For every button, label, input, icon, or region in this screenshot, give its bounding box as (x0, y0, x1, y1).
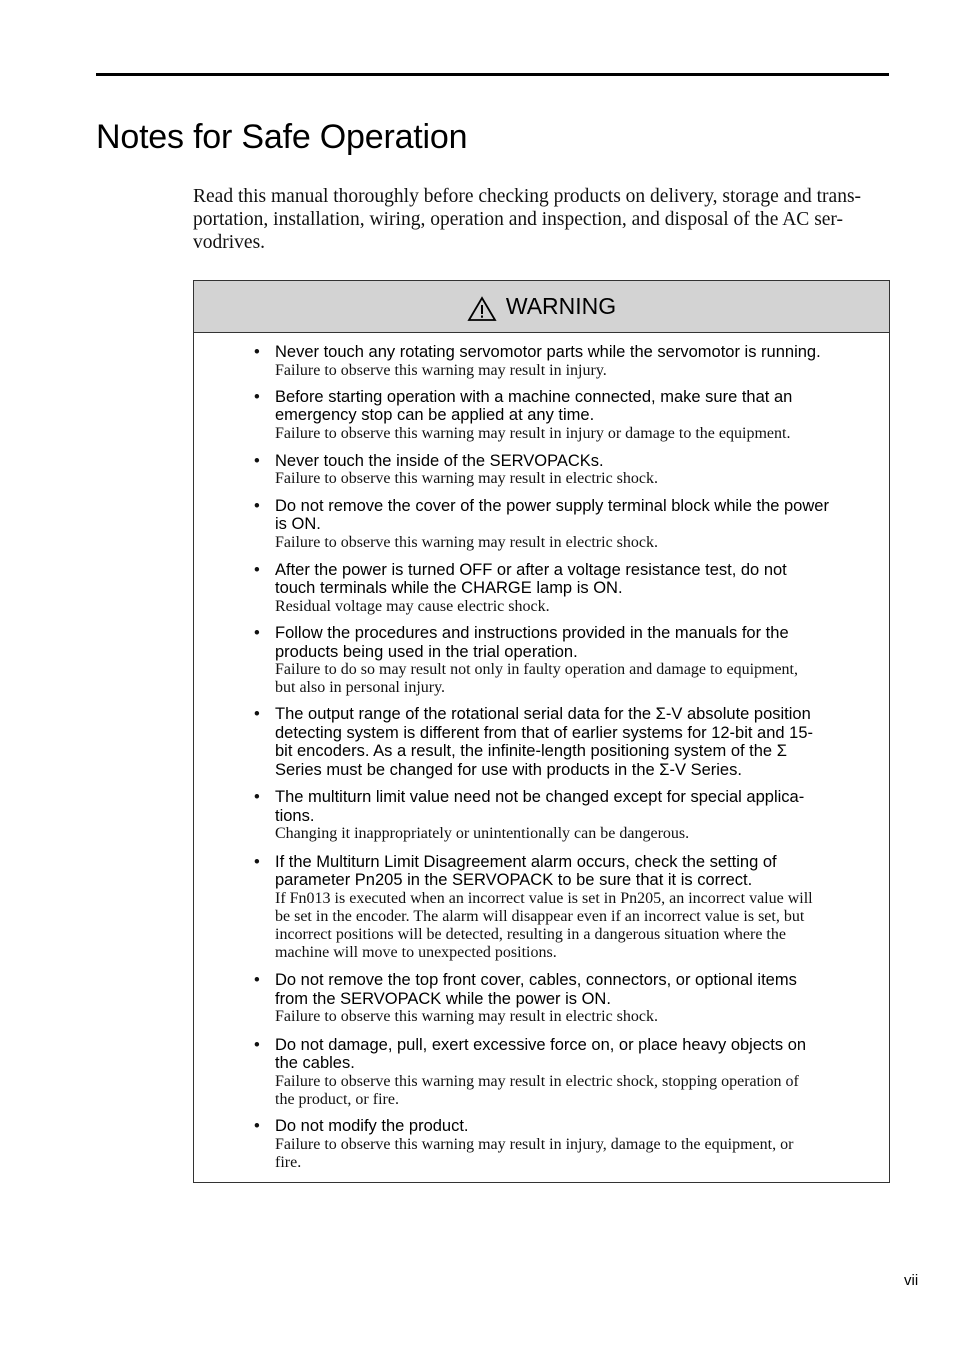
intro-line: Read this manual thoroughly before checking products on delivery, storage and trans- (193, 186, 862, 207)
warning-item-consequence (275, 1073, 875, 1109)
statement-line: Before starting operation with a machine connected, make sure that an (275, 387, 793, 406)
statement-line: parameter Pn205 in the SERVOPACK to be sure that it is correct. (275, 871, 753, 890)
bullet-marker: • (254, 496, 260, 515)
consequence-line: Failure to observe this warning may result in electric shock. (275, 1008, 659, 1026)
consequence-line: but also in personal injury. (275, 679, 446, 697)
warning-item (194, 788, 875, 843)
statement-line: Do not remove the top front cover, cables, connectors, or optional items (275, 971, 797, 990)
statement-line: the cables. (275, 1054, 355, 1073)
warning-triangle-icon (467, 296, 497, 322)
statement-line: The output range of the rotational serial data for the Σ-V absolute position (275, 705, 811, 724)
warning-item-consequence (275, 1136, 875, 1172)
statement-line: Do not remove the cover of the power supply terminal block while the power (275, 496, 829, 515)
warning-item-statement (275, 788, 875, 825)
statement-line: bit encoders. As a result, the infinite-length positioning system of the Σ (275, 742, 787, 761)
statement-line: After the power is turned OFF or after a voltage resistance test, do not (275, 560, 787, 579)
warning-item-consequence (275, 470, 875, 488)
statement-line: tions. (275, 806, 315, 825)
top-rule (96, 73, 889, 76)
warning-item-consequence (275, 598, 875, 616)
warning-item (194, 452, 875, 489)
warning-item (194, 853, 875, 963)
warning-item-consequence (275, 1008, 875, 1026)
warning-item-statement (275, 388, 875, 425)
consequence-line: Changing it inappropriately or unintentionally can be dangerous. (275, 825, 690, 843)
consequence-line: If Fn013 is executed when an incorrect value is set in Pn205, an incorrect value will (275, 889, 813, 907)
statement-line: detecting system is different from that of earlier systems for 12-bit and 15- (275, 723, 814, 742)
warning-item-consequence (275, 534, 875, 552)
bullet-marker: • (254, 387, 260, 406)
consequence-line: incorrect positions will be detected, resulting in a dangerous situation where the (275, 926, 786, 944)
warning-item-statement (275, 624, 875, 661)
warning-item (194, 624, 875, 697)
bullet-marker: • (254, 451, 260, 470)
bullet-marker: • (254, 788, 260, 807)
warning-item (194, 1036, 875, 1109)
bullet-marker: • (254, 971, 260, 990)
statement-line: products being used in the trial operation. (275, 642, 578, 661)
consequence-line: be set in the encoder. The alarm will disappear even if an incorrect value is set, but (275, 907, 805, 925)
warning-item (194, 971, 875, 1026)
consequence-line: Failure to observe this warning may result in electric shock, stopping operation of (275, 1072, 799, 1090)
warning-item-consequence (275, 890, 875, 963)
warning-item-statement (275, 343, 875, 362)
warning-box (193, 280, 890, 1183)
consequence-line: Failure to observe this warning may result in electric shock. (275, 533, 659, 551)
warning-item-consequence (275, 425, 875, 443)
warning-item-statement (275, 1036, 875, 1073)
warning-item (194, 388, 875, 443)
warning-item (194, 1117, 875, 1172)
bullet-marker: • (254, 1117, 260, 1136)
consequence-line: machine will move to unexpected positions. (275, 944, 557, 962)
warning-header (194, 281, 889, 333)
warning-item-statement (275, 853, 875, 890)
statement-line: The multiturn limit value need not be changed except for special applica- (275, 788, 805, 807)
warning-item-statement (275, 1117, 875, 1136)
warning-item-statement (275, 497, 875, 534)
consequence-line: Failure to do so may result not only in faulty operation and damage to equipment, (275, 661, 798, 679)
bullet-marker: • (254, 705, 260, 724)
warning-item-statement (275, 561, 875, 598)
bullet-marker: • (254, 560, 260, 579)
bullet-marker: • (254, 343, 260, 361)
intro-line: vodrives. (193, 232, 266, 253)
bullet-marker: • (254, 624, 260, 643)
consequence-line: Failure to observe this warning may result in injury. (275, 361, 607, 379)
statement-line: Follow the procedures and instructions provided in the manuals for the (275, 624, 789, 643)
statement-line: If the Multiturn Limit Disagreement alarm occurs, check the setting of (275, 852, 777, 871)
warning-item-statement (275, 971, 875, 1008)
statement-line: emergency stop can be applied at any time. (275, 406, 595, 425)
warning-item-statement (275, 452, 875, 471)
consequence-line: Residual voltage may cause electric shock. (275, 597, 550, 615)
warning-item-consequence (275, 661, 875, 697)
consequence-line: fire. (275, 1153, 302, 1171)
statement-line: from the SERVOPACK while the power is ON. (275, 989, 611, 1008)
consequence-line: the product, or fire. (275, 1090, 399, 1108)
intro-line: portation, installation, wiring, operation and inspection, and disposal of the AC ser- (193, 209, 844, 230)
statement-line: Do not damage, pull, exert excessive force on, or place heavy objects on (275, 1035, 807, 1054)
warning-item (194, 343, 875, 380)
intro-paragraph (193, 185, 889, 254)
statement-line: Never touch any rotating servomotor parts while the servomotor is running. (275, 343, 821, 361)
page-number: vii (904, 1272, 919, 1289)
statement-line: touch terminals while the CHARGE lamp is ON. (275, 579, 623, 598)
warning-item (194, 561, 875, 616)
page-title: Notes for Safe Operation (96, 118, 468, 156)
consequence-line: Failure to observe this warning may result in injury or damage to the equipment. (275, 424, 791, 442)
warning-item (194, 705, 875, 779)
bullet-marker: • (254, 1035, 260, 1054)
warning-item-consequence (275, 825, 875, 843)
statement-line: Do not modify the product. (275, 1117, 469, 1136)
warning-item (194, 497, 875, 552)
consequence-line: Failure to observe this warning may result in electric shock. (275, 470, 659, 488)
warning-item-consequence (275, 362, 875, 380)
statement-line: Series must be changed for use with products in the Σ-V Series. (275, 760, 742, 779)
statement-line: Never touch the inside of the SERVOPACKs. (275, 451, 604, 470)
warning-list (194, 333, 875, 1172)
warning-item-statement (275, 705, 875, 779)
bullet-marker: • (254, 852, 260, 871)
consequence-line: Failure to observe this warning may result in injury, damage to the equipment, or (275, 1135, 794, 1153)
warning-label: WARNING (505, 293, 617, 319)
statement-line: is ON. (275, 515, 321, 534)
